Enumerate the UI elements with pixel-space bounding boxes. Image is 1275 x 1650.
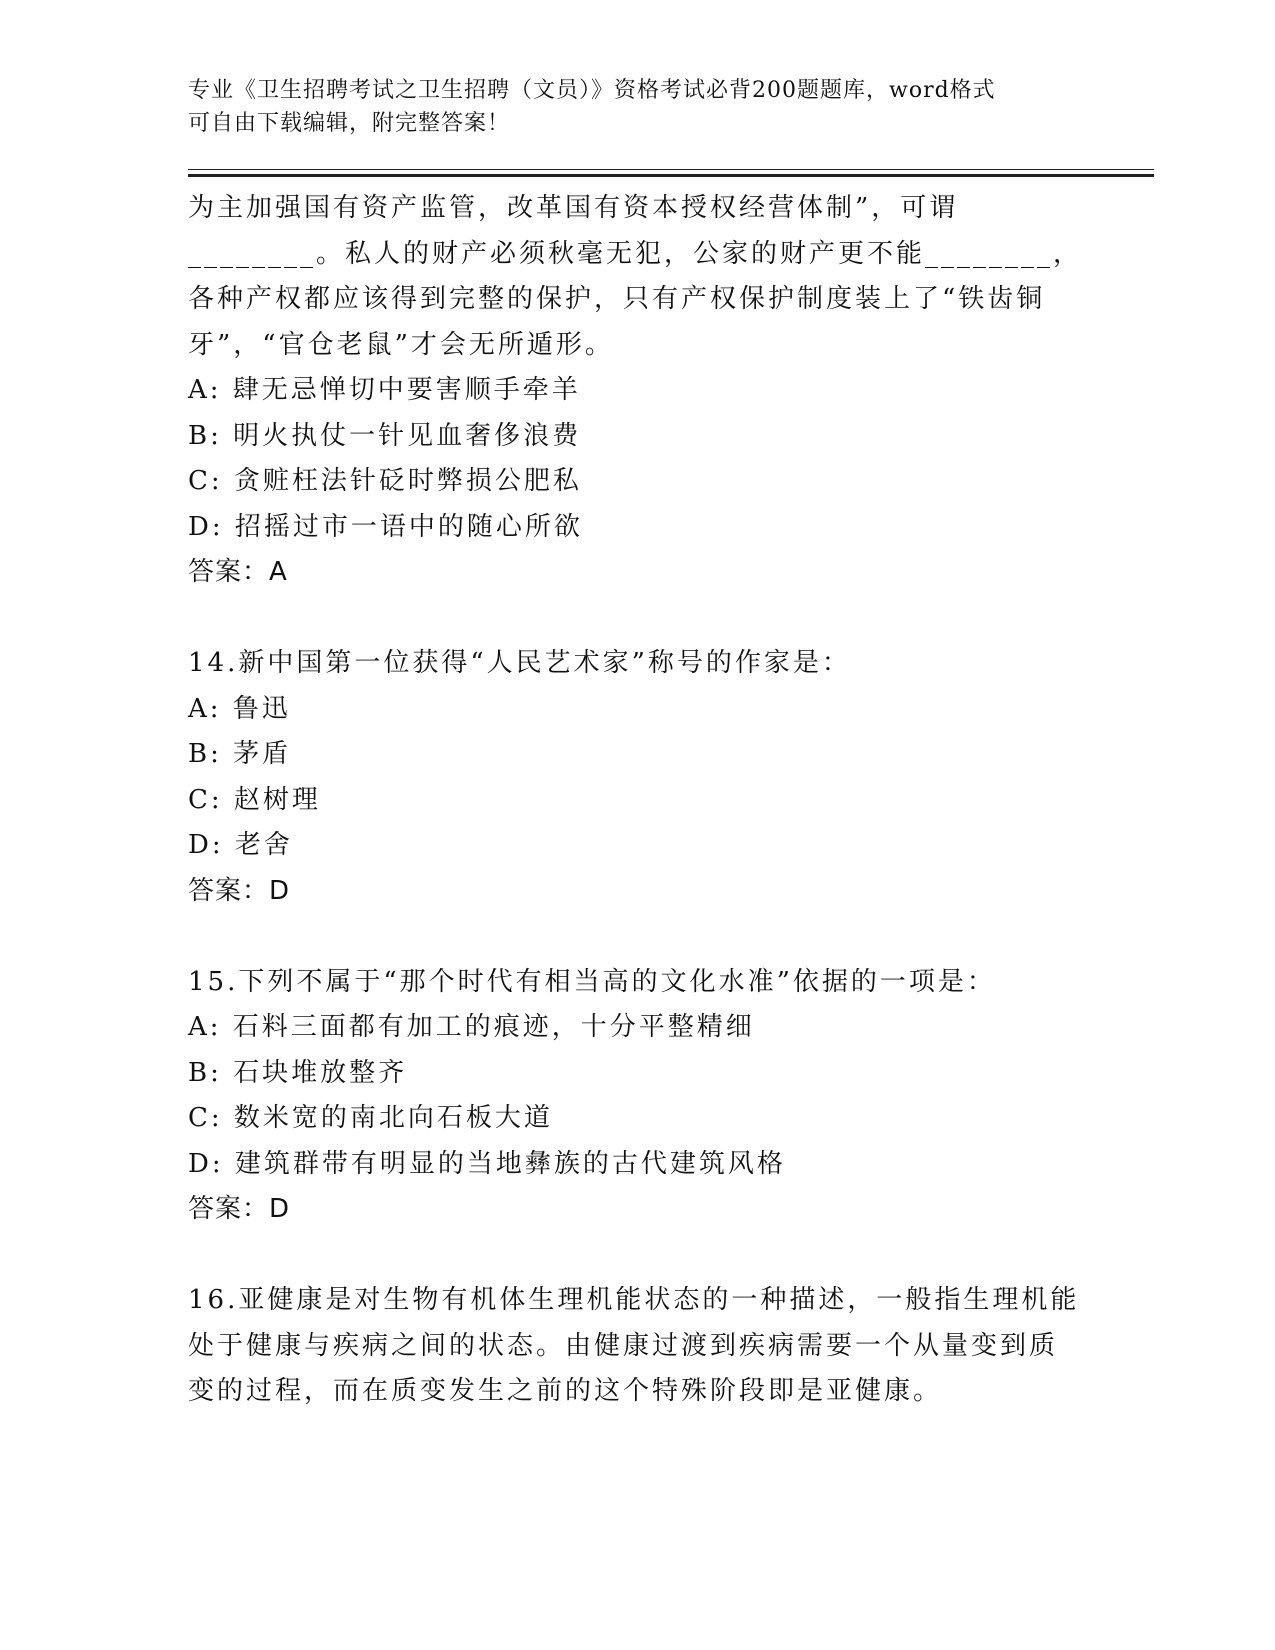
question-stem-line: 15.下列不属于“那个时代有相当高的文化水准”依据的一项是： [188,966,996,997]
header-rule-thin [188,169,1154,170]
question-14 [188,641,1088,914]
question-stem-line: 16.亚健康是对生物有机体生理机能状态的一种描述，一般指生理机能 [188,1285,1080,1315]
option-a: A: 鲁迅 [188,693,291,724]
document-header [188,74,1088,140]
option-c: C: 贪赃枉法针砭时弊损公肥私 [188,466,582,496]
option-b: B: 石块堆放整齐 [188,1057,408,1088]
spacer [188,596,1088,642]
option-c: C: 数米宽的南北向石板大道 [188,1103,553,1133]
header-rule-thick [188,174,1154,177]
question-stem-line: 牙”，“官仓老鼠”才会无所遁形。 [188,329,614,360]
spacer [188,914,1088,960]
question-16 [188,1278,1088,1415]
question-stem-line: ________。私人的财产必须秋毫无犯，公家的财产更不能________， [188,238,1083,269]
answer-line: 答案：D [188,875,291,906]
option-d: D: 老舍 [188,830,293,860]
question-stem-line: 各种产权都应该得到完整的保护，只有产权保护制度装上了“铁齿铜 [188,284,1046,314]
question-stem-line: 14.新中国第一位获得“人民艺术家”称号的作家是： [188,648,851,678]
question-stem-line: 为主加强国有资产监管，改革国有资本授权经营体制”，可谓 [188,193,959,223]
header-line-1: 专业《卫生招聘考试之卫生招聘（文员）》资格考试必背200题题库，word格式 [188,78,996,103]
document-body [188,186,1088,1415]
question-stem-line: 变的过程，而在质变发生之前的这个特殊阶段即是亚健康。 [188,1376,943,1406]
option-a: A: 肆无忌惮切中要害顺手牵羊 [188,375,581,405]
header-line-2: 可自由下载编辑，附完整答案！ [188,111,511,136]
question-stem-line: 处于健康与疾病之间的状态。由健康过渡到疾病需要一个从量变到质 [188,1330,1059,1361]
question-15 [188,960,1088,1233]
question-13 [188,186,1088,596]
option-c: C: 赵树理 [188,784,321,815]
answer-line: 答案：A [188,557,288,587]
spacer [188,1233,1088,1279]
option-b: B: 茅盾 [188,739,292,769]
option-d: D: 招摇过市一语中的随心所欲 [188,511,583,542]
option-a: A: 石料三面都有加工的痕迹，十分平整精细 [188,1012,755,1042]
option-b: B: 明火执仗一针见血奢侈浪费 [188,420,582,451]
answer-line: 答案：D [188,1194,291,1224]
option-d: D: 建筑群带有明显的当地彝族的古代建筑风格 [188,1148,786,1179]
